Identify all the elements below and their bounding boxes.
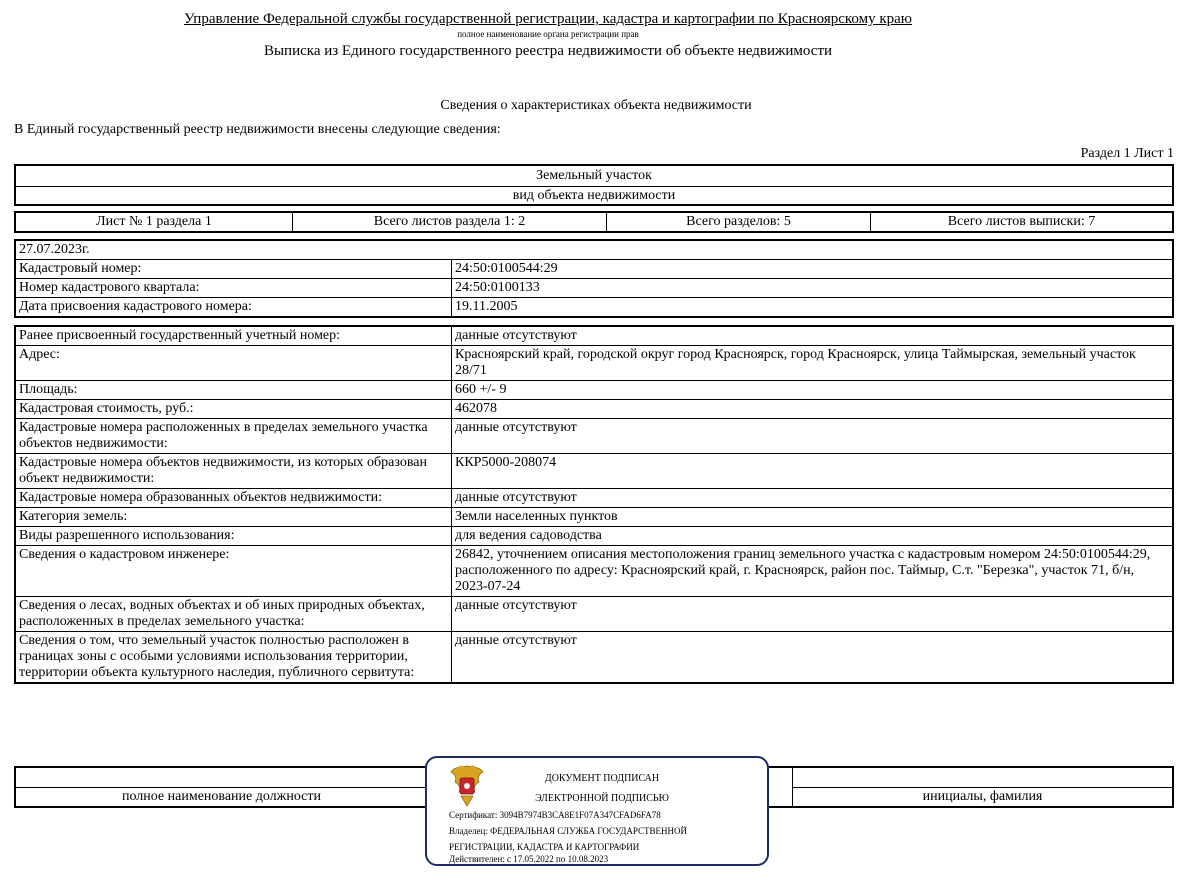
total-sheets: Всего листов выписки: 7 — [947, 214, 1096, 229]
stamp-owner1: Владелец: ФЕДЕРАЛЬНАЯ СЛУЖБА ГОСУДАРСТВЕННОЙ — [449, 826, 688, 836]
detail-row — [16, 597, 1172, 632]
field-row-cadastral-number — [16, 260, 1172, 279]
main-fields-box — [14, 239, 1174, 318]
object-type-caption: вид объекта недвижимости — [512, 188, 676, 203]
field-value: 24:50:0100133 — [455, 280, 540, 295]
sheet-info-row — [14, 211, 1174, 233]
extract-date: 27.07.2023г. — [19, 242, 90, 257]
detail-label: Сведения о том, что земельный участок полностью расположен в границах зоны с особыми условиями использования территории, территории объекта культурного наследия, публичного сервитута: — [16, 632, 452, 682]
detail-row — [16, 508, 1172, 527]
field-row-assign-date — [16, 298, 1172, 316]
detail-row — [16, 546, 1172, 597]
detail-row — [16, 527, 1172, 546]
detail-row — [16, 489, 1172, 508]
field-label: Кадастровый номер: — [16, 260, 452, 278]
intro-text: В Единый государственный реестр недвижимости внесены следующие сведения: — [14, 122, 501, 137]
detail-value: данные отсутствуют — [455, 328, 577, 343]
detail-row — [16, 454, 1172, 489]
detail-label: Сведения о лесах, водных объектах и об иных природных объектах, расположенных в пределах земельного участка: — [16, 597, 452, 631]
detail-row — [16, 400, 1172, 419]
stamp-owner2: РЕГИСТРАЦИИ, КАДАСТРА И КАРТОГРАФИИ — [449, 842, 640, 852]
detail-value: ККР5000-208074 — [455, 455, 557, 470]
section-title: Сведения о характеристиках объекта недвижимости — [440, 98, 752, 113]
detail-value: 462078 — [455, 401, 497, 416]
e-signature-stamp — [425, 756, 769, 866]
detail-value: данные отсутствуют — [455, 598, 577, 613]
detail-label: Кадастровая стоимость, руб.: — [16, 400, 452, 418]
detail-row — [16, 419, 1172, 454]
name-caption: инициалы, фамилия — [922, 789, 1043, 804]
detail-label: Кадастровые номера образованных объектов недвижимости: — [16, 489, 452, 507]
object-type: Земельный участок — [16, 166, 1172, 187]
detail-value: Красноярский край, городской округ город Красноярск, город Красноярск, улица Таймырская, земельный участок 28/71 — [455, 347, 1136, 378]
detail-label: Адрес: — [16, 346, 452, 380]
detail-value: данные отсутствуют — [455, 490, 577, 505]
stamp-line2: ЭЛЕКТРОННОЙ ПОДПИСЬЮ — [535, 793, 669, 804]
date-row — [16, 241, 1172, 260]
detail-value: 26842, уточнением описания местоположения границ земельного участка с кадастровым номером 24:50:0100544:29, расположенного по адресу: Красноярский край, г. Красноярск, район пос. Таймыр, С.т. "Березка", участок 71, б/н, 2023-07-24 — [455, 547, 1151, 594]
detail-value: данные отсутствуют — [455, 420, 577, 435]
stamp-line1: ДОКУМЕНТ ПОДПИСАН — [544, 773, 660, 784]
field-label: Номер кадастрового квартала: — [16, 279, 452, 297]
position-cell — [16, 768, 428, 806]
detail-value: для ведения садоводства — [455, 528, 602, 543]
organ-name: Управление Федеральной службы государственной регистрации, кадастра и картографии по Красноярскому краю — [183, 11, 913, 27]
sheet-number: Лист № 1 раздела 1 — [16, 213, 293, 231]
field-value: 24:50:0100544:29 — [455, 261, 558, 276]
doc-title: Выписка из Единого государственного реестра недвижимости об объекте недвижимости — [263, 43, 833, 59]
detail-label: Сведения о кадастровом инженере: — [16, 546, 452, 596]
detail-row — [16, 346, 1172, 381]
detail-label: Виды разрешенного использования: — [16, 527, 452, 545]
details-box — [14, 325, 1174, 684]
position-caption: полное наименование должности — [121, 789, 322, 804]
detail-label: Площадь: — [16, 381, 452, 399]
object-type-box — [14, 164, 1174, 206]
organ-caption: полное наименование органа регистрации прав — [457, 29, 639, 39]
total-sections: Всего разделов: 5 — [607, 213, 871, 231]
sheets-in-section: Всего листов раздела 1: 2 — [293, 213, 607, 231]
detail-value: Земли населенных пунктов — [455, 509, 618, 524]
section-sheet: Раздел 1 Лист 1 — [1080, 146, 1174, 161]
detail-row — [16, 327, 1172, 346]
detail-row — [16, 381, 1172, 400]
stamp-cert: Сертификат: 3094B7974B3CA8E1F07A347CFAD6FA78 — [449, 810, 661, 820]
detail-row — [16, 632, 1172, 682]
name-cell — [793, 768, 1172, 806]
detail-label: Категория земель: — [16, 508, 452, 526]
stamp-valid: Действителен: с 17.05.2022 по 10.08.2023 — [449, 854, 609, 864]
field-label: Дата присвоения кадастрового номера: — [16, 298, 452, 316]
field-value: 19.11.2005 — [455, 299, 518, 314]
detail-label: Кадастровые номера объектов недвижимости, из которых образован объект недвижимости: — [16, 454, 452, 488]
detail-value: 660 +/- 9 — [455, 382, 507, 397]
field-row-quarter-number — [16, 279, 1172, 298]
detail-value: данные отсутствуют — [455, 633, 577, 648]
detail-label: Ранее присвоенный государственный учетный номер: — [16, 327, 452, 345]
emblem-icon — [447, 762, 487, 808]
detail-label: Кадастровые номера расположенных в пределах земельного участка объектов недвижимости: — [16, 419, 452, 453]
